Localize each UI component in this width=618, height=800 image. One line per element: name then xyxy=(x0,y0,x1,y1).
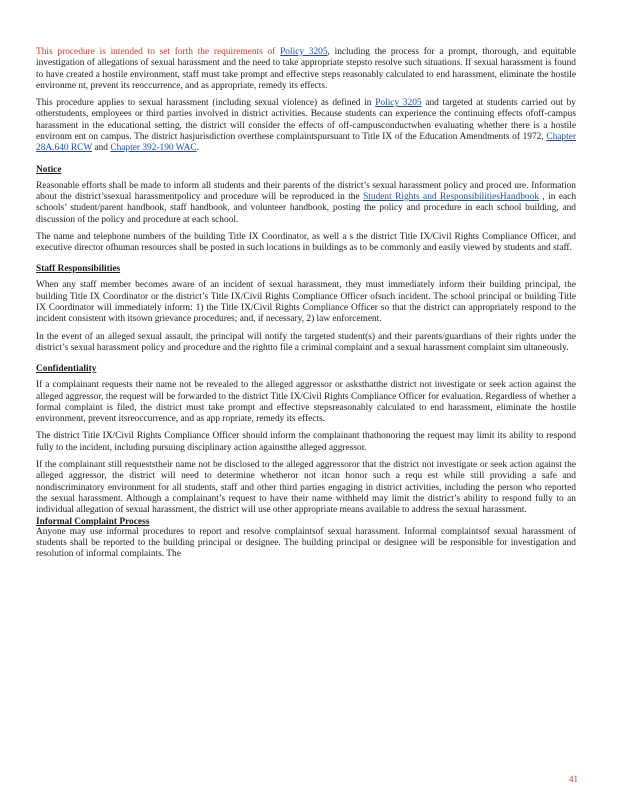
scope-and: and xyxy=(92,143,111,154)
notice-p1-lead: Reasonable efforts shall be made to inform all students and their parents of the district’s sexual harassment policy and proced ure. Information about the district’ssexual harassmentpolicy and procedure will be reproduced in the xyxy=(36,180,576,202)
notice-heading: Notice xyxy=(36,164,62,175)
page-number: 41 xyxy=(569,774,578,784)
staff-heading: Staff Responsibilities xyxy=(36,264,121,275)
handbook-link[interactable]: Student Rights and ResponsibilitiesHandbook xyxy=(363,191,539,202)
policy-3205-link[interactable]: Policy 3205 xyxy=(280,47,328,57)
confidentiality-paragraph-1: If a complainant requests their name not be revealed to the alleged aggressor or asksthatthe district not investigate or seek action against the alleged aggressor, the request will be forwarded to the district Title IX/Civil Rights Compliance Officer for evaluation. Regardless of whether a formal complaint is filed, the district must take prompt and effective stepsreasonably calculated to end harassment, eliminate the hostile environment, prevent itsreoccurrence, and as app ropriate, remedy its effects. xyxy=(36,380,576,425)
policy-3205-link[interactable]: Policy 3205 xyxy=(375,98,422,109)
intro-text: , including the process for a prompt, thorough, and equitable investigation of allegations of sexual harassment and the need to take appropriate stepsto resolve such situations. If sexual harassment is found to have created a hostile environment, staff must take prompt and effective steps reasonably calculated to end harassment, eliminate the hostile environme nt, prevent its reoccurrence, and as appropriate, remedy its effects. xyxy=(36,47,576,91)
notice-paragraph-1 xyxy=(36,181,576,226)
staff-paragraph-2: In the event of an alleged sexual assault, the principal will notify the targeted student(s) and their parents/guardians of their rights under the district’s sexual harassment policy and procedure and the rightto file a criminal complaint and a sexual harassment complaint sim ultaneously. xyxy=(36,331,576,353)
scope-end: . xyxy=(196,143,199,154)
intro-red-lead: This procedure is intended to set forth the requirements of xyxy=(36,47,281,57)
scope-text: and targeted at students carried out by otherstudents, employees or third parties involved in district activities. Because students can experience the continuing effects ofoff-campus harassment in the educational setting, the district will consider the effects of off-campusconductwhen evaluating whether there is a hostile environm ent on campus. The district hasjurisdiction overthese complaintspursuant to Title IX of the Education Amendments of 1972, xyxy=(36,98,576,143)
confidentiality-paragraph-3: If the complainant still requeststheir name not be disclosed to the alleged aggressoror that the district not investigate or seek action against the alleged aggressor, the district will need to determine whetheror not itcan honor such a requ est while still providing a safe and nondiscriminatory environment for all students, staff and other third parties engaging in district activities, including the person who reported the sexual harassment. Although a complainant’s request to have their name withheld may limit the district’s ability to respond fully to an individual allegation of sexual harassment, the district will use other appropriate means available to address the sexual harassment. xyxy=(36,460,576,516)
rcw-link[interactable]: Chapter 28A.640 RCW xyxy=(36,132,576,154)
scope-lead: This procedure applies to sexual harassment (including sexual violence) as defined in xyxy=(36,98,376,109)
informal-paragraph-1: Anyone may use informal procedures to report and resolve complaintsof sexual harassment. Informal complaintsof sexual harassment of students shall be reported to the building principal or designee. The building principal or designee will be responsible for investigation and resolution of informal complaints. The xyxy=(36,526,576,560)
document-body xyxy=(36,47,576,566)
notice-p1-rest: , in each schools’ student/parent handbook, staff handbook, and volunteer handbook, posting the policy and procedure in each school building, and discussion of the policy and procedure at each school. xyxy=(36,191,577,225)
scope-paragraph xyxy=(36,98,576,154)
staff-paragraph-1: When any staff member becomes aware of an incident of sexual harassment, they must immediately inform their building principal, the building Title IX Coordinator or the district’s Title IX/Civil Rights Compliance Officer ofsuch incident. The school principal or building Title IX Coordinator will immediately inform: 1) the Title IX/Civil Rights Compliance Officer so that the district can appropriately respond to the incident consistent with itsown grievance procedures; and, if necessary, 2) law enforcement. xyxy=(36,280,576,325)
confidentiality-paragraph-2: The district Title IX/Civil Rights Compliance Officer should inform the complainant thathonoring the request may limit its ability to respond fully to the incident, including pursuing disciplinary action againstthe alleged aggressor. xyxy=(36,431,576,453)
confidentiality-heading: Confidentiality xyxy=(36,364,97,375)
informal-heading: Informal Complaint Process xyxy=(36,516,150,527)
notice-paragraph-2: The name and telephone numbers of the building Title IX Coordinator, as well a s the district Title IX/Civil Rights Compliance Officer, and executive director ofhuman resources shall be posted in such locations in buildings as to be commonly and easily viewed by students and staff. xyxy=(36,231,576,254)
wac-link[interactable]: Chapter 392-190 WAC xyxy=(110,143,197,154)
intro-paragraph xyxy=(36,47,576,92)
